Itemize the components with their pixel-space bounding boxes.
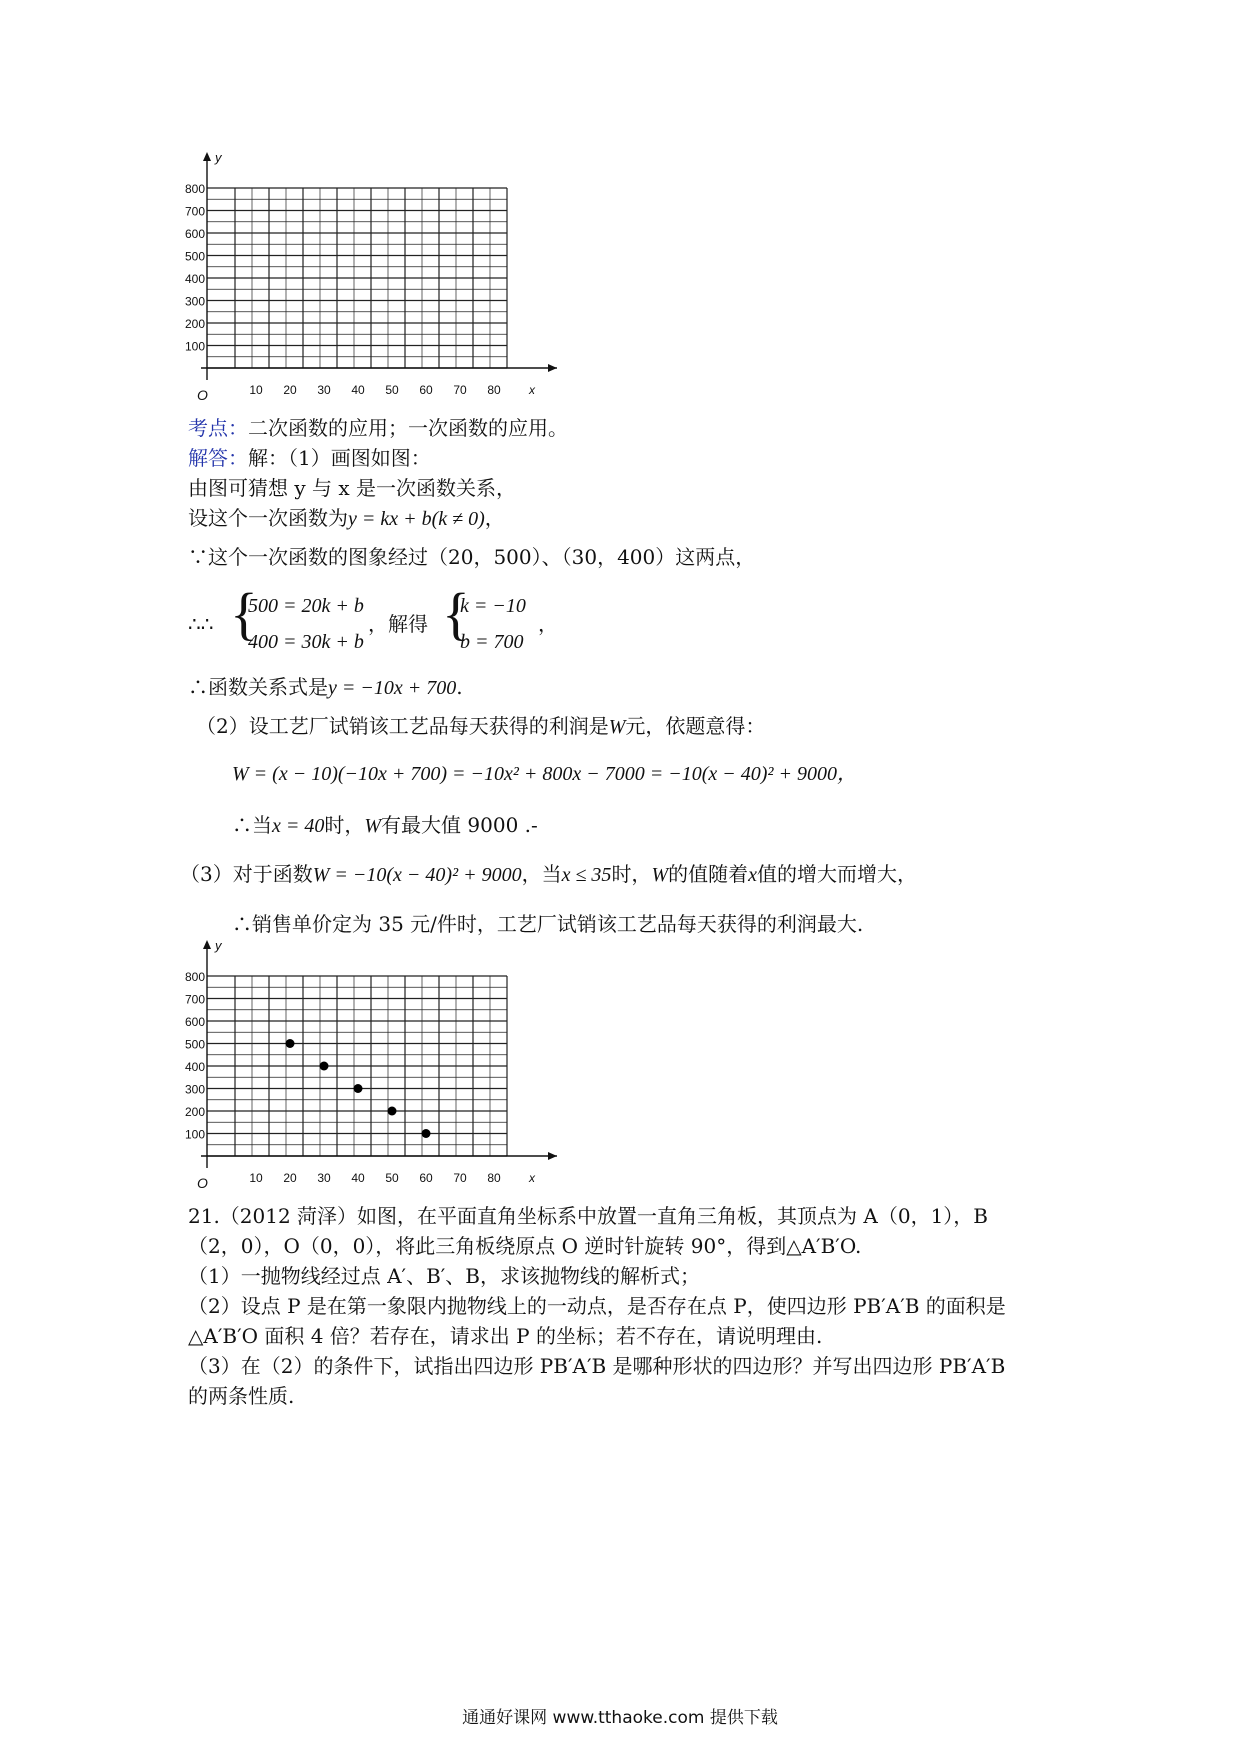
part2-prefix: （2）设工艺厂试销该工艺品每天获得的利润是 xyxy=(196,714,609,738)
y-tick-label: 700 xyxy=(185,204,205,219)
data-point xyxy=(320,1062,329,1071)
empty-grid-chart xyxy=(185,150,560,405)
system-end: ， xyxy=(538,612,558,636)
p3-cond: x ≤ 35 xyxy=(561,864,612,886)
x-tick-label: 40 xyxy=(351,1171,365,1185)
p3-var: W xyxy=(651,864,669,886)
kaodian-label: 考点： xyxy=(188,416,248,440)
p2-res-prefix: ∴当 xyxy=(232,813,272,837)
footer: 通通好课网 www.tthaoke.com 提供下载 xyxy=(462,1708,778,1728)
x-axis-label: x xyxy=(529,1171,535,1185)
system-eq-1: 500 = 20k + b xyxy=(248,595,364,617)
x-axis-label: x xyxy=(529,383,535,397)
data-point xyxy=(354,1084,363,1093)
x-tick-label: 30 xyxy=(317,383,331,397)
system-mid: ，解得 xyxy=(368,612,428,636)
x-tick-label: 80 xyxy=(487,383,501,397)
p2-res-suffix: 有最大值 9000 .- xyxy=(381,813,538,837)
scatter-points-chart xyxy=(185,938,560,1193)
data-point xyxy=(388,1107,397,1116)
x-tick-label: 50 xyxy=(385,1171,399,1185)
left-brace-2: { xyxy=(442,581,470,646)
y-tick-label: 800 xyxy=(185,182,205,196)
x-tick-label: 80 xyxy=(487,1171,501,1185)
function-prefix: ∴函数关系式是 xyxy=(188,675,328,699)
p3-mid2: 时， xyxy=(611,862,652,886)
y-tick-label: 500 xyxy=(185,249,205,264)
q21-line-6: （3）在（2）的条件下，试指出四边形 PB′A′B 是哪种形状的四边形？并写出四边形 PB′A′B xyxy=(188,1354,1006,1378)
origin-label: O xyxy=(197,387,208,403)
p2-res-math: x = 40 xyxy=(272,815,325,837)
jieda-label: 解答： xyxy=(188,446,248,470)
y-axis-arrow xyxy=(203,940,211,949)
x-tick-label: 70 xyxy=(453,383,467,397)
q21-line-5: △A′B′O 面积 4 倍？若存在，请求出 P 的坐标；若不存在，请说明理由. xyxy=(188,1324,823,1348)
part2-line xyxy=(196,712,765,741)
y-tick-label: 700 xyxy=(185,992,205,1007)
p3-suffix2: 值的增大而增大， xyxy=(757,862,917,886)
p3-prefix: （3）对于函数 xyxy=(180,862,313,886)
y-tick-label: 800 xyxy=(185,970,205,984)
line-function xyxy=(188,673,463,702)
jieda-line xyxy=(188,444,431,472)
part3-result: ∴销售单价定为 35 元/件时，工艺厂试销该工艺品每天获得的利润最大. xyxy=(232,912,864,936)
y-tick-label: 400 xyxy=(185,1060,205,1074)
data-point xyxy=(422,1129,431,1138)
x-tick-label: 10 xyxy=(249,1171,263,1185)
q21-line-4: （2）设点 P 是在第一象限内抛物线上的一动点，是否存在点 P，使四边形 PB′A′B 的面积是 xyxy=(188,1294,1006,1318)
x-tick-label: 20 xyxy=(283,383,297,397)
jieda-text: 解：（1）画图如图： xyxy=(248,446,431,470)
line-points: ∵这个一次函数的图象经过（20，500）、（30，400）这两点， xyxy=(188,545,756,569)
system-eq-2: 400 = 30k + b xyxy=(248,631,364,653)
y-tick-label: 100 xyxy=(185,1127,205,1142)
y-tick-label: 400 xyxy=(185,272,205,286)
x-tick-label: 30 xyxy=(317,1171,331,1185)
assume-suffix: ， xyxy=(484,506,505,530)
part2-var: W xyxy=(608,716,626,738)
y-tick-label: 600 xyxy=(185,1015,205,1029)
y-tick-label: 100 xyxy=(185,339,205,354)
y-axis-label: y xyxy=(215,938,222,953)
function-math: y = −10x + 700 xyxy=(328,677,457,699)
x-axis-arrow xyxy=(548,1152,557,1160)
assume-math: y = kx + b(k ≠ 0) xyxy=(348,508,485,530)
part2-suffix: 元，依题意得： xyxy=(625,714,766,738)
kaodian-line xyxy=(188,414,568,442)
p3-mid: ，当 xyxy=(521,862,562,886)
x-tick-label: 60 xyxy=(419,1171,433,1185)
y-tick-label: 300 xyxy=(185,1082,205,1097)
origin-label: O xyxy=(197,1175,208,1191)
line-guess: 由图可猜想 y 与 x 是一次函数关系， xyxy=(188,476,517,500)
data-point xyxy=(286,1039,295,1048)
x-tick-label: 40 xyxy=(351,383,365,397)
part3-line xyxy=(180,860,917,889)
part2-result xyxy=(232,811,538,840)
x-axis-arrow xyxy=(548,364,557,372)
p3-var2: x xyxy=(748,864,757,886)
p2-res-mid: 时， xyxy=(324,813,365,837)
p3-math: W = −10(x − 40)² + 9000 xyxy=(312,864,522,886)
q21-line-1: 21.（2012 菏泽）如图，在平面直角坐标系中放置一直角三角板，其顶点为 A（0，1），B xyxy=(188,1204,989,1228)
q21-line-7: 的两条性质. xyxy=(188,1384,295,1408)
line-assume xyxy=(188,504,505,533)
y-tick-label: 600 xyxy=(185,227,205,241)
part2-equation: W = (x − 10)(−10x + 700) = −10x² + 800x − 7000 = −10(x − 40)² + 9000， xyxy=(232,763,857,785)
system-sol-1: k = −10 xyxy=(460,595,526,617)
y-tick-label: 200 xyxy=(185,1105,205,1119)
x-tick-label: 60 xyxy=(419,383,433,397)
y-tick-label: 300 xyxy=(185,294,205,309)
system-sol-2: b = 700 xyxy=(460,631,524,653)
system-prefix: ∴∴ xyxy=(188,612,214,636)
function-suffix: . xyxy=(456,675,463,699)
x-tick-label: 50 xyxy=(385,383,399,397)
q21-line-2: （2，0），O（0，0），将此三角板绕原点 O 逆时针旋转 90°，得到△A′B′O. xyxy=(188,1234,862,1258)
q21-line-3: （1）一抛物线经过点 A′、B′、B，求该抛物线的解析式； xyxy=(188,1264,701,1288)
y-tick-label: 500 xyxy=(185,1037,205,1052)
x-tick-label: 10 xyxy=(249,383,263,397)
left-brace-1: { xyxy=(230,581,258,646)
x-tick-label: 20 xyxy=(283,1171,297,1185)
x-tick-label: 70 xyxy=(453,1171,467,1185)
assume-prefix: 设这个一次函数为 xyxy=(188,506,348,530)
p2-res-var: W xyxy=(364,815,382,837)
kaodian-text: 二次函数的应用；一次函数的应用。 xyxy=(248,416,568,440)
y-axis-label: y xyxy=(215,150,222,165)
p3-suffix1: 的值随着 xyxy=(668,862,749,886)
y-tick-label: 200 xyxy=(185,317,205,331)
y-axis-arrow xyxy=(203,152,211,161)
